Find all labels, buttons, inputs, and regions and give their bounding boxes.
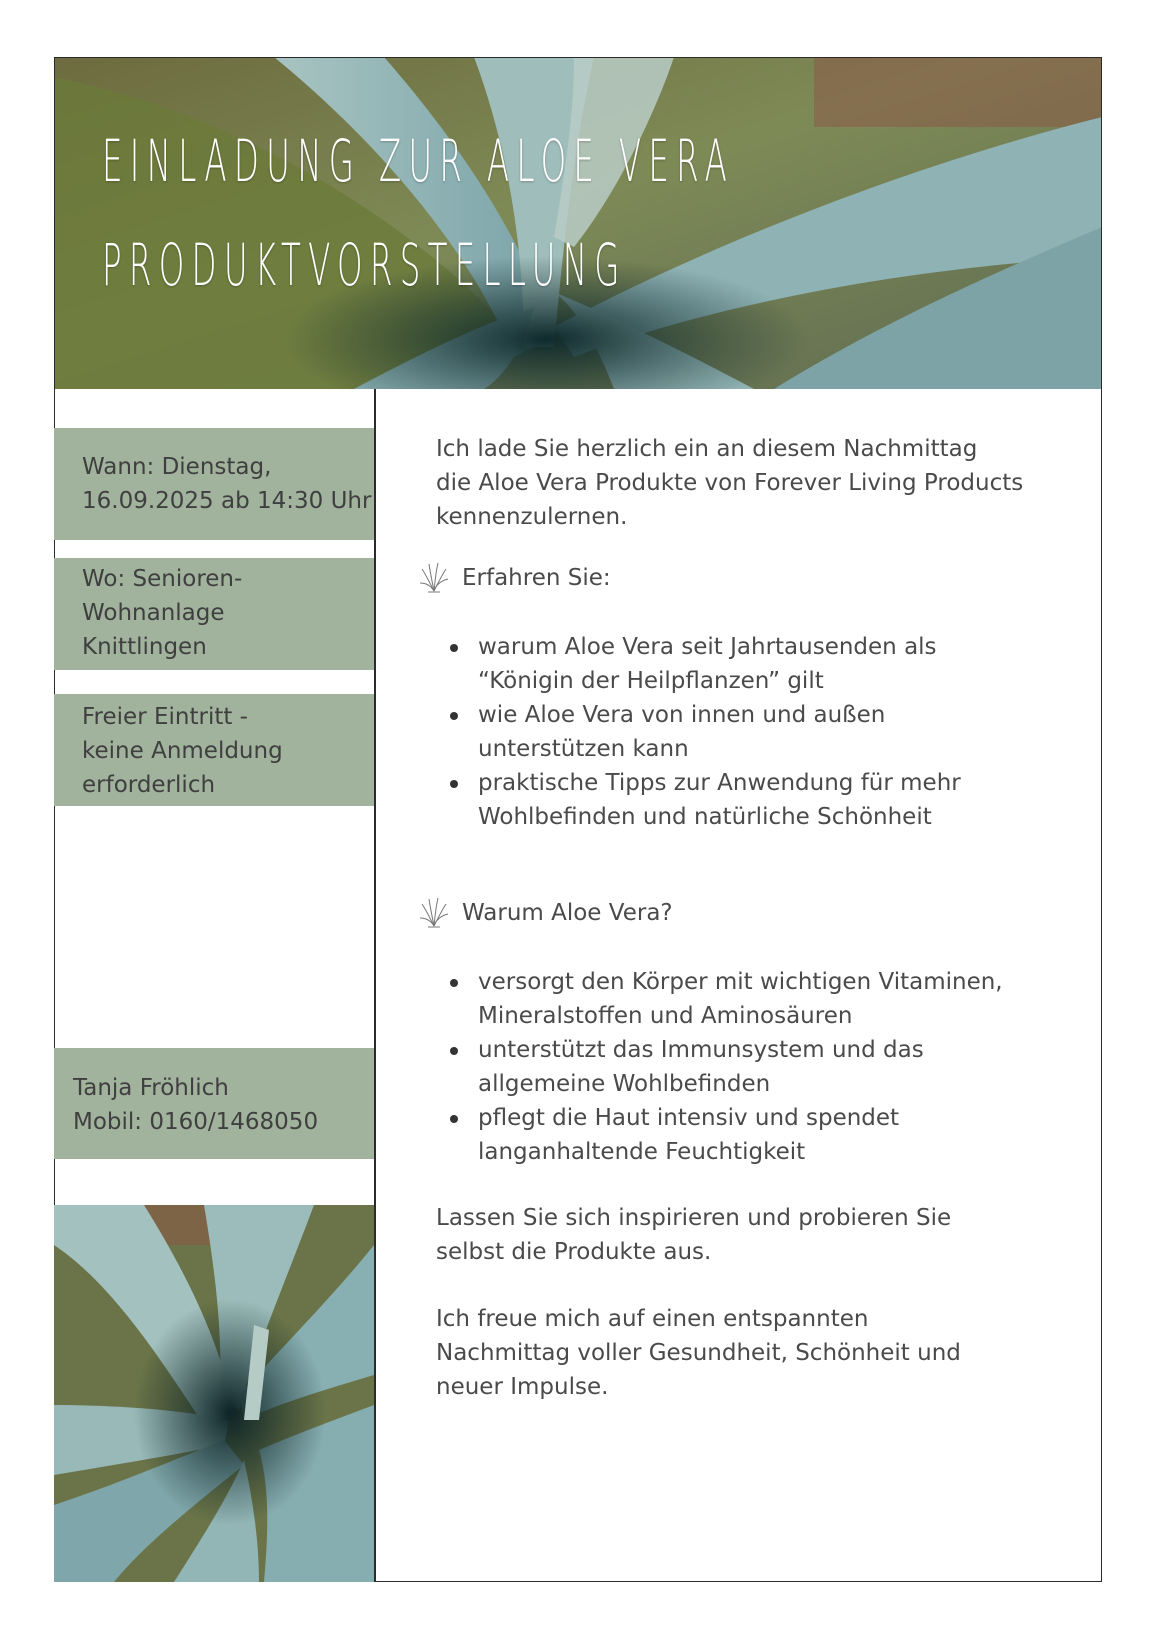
closing1-line-2: selbst die Produkte aus.	[436, 1239, 712, 1265]
list-item-line: unterstützen kann	[478, 736, 689, 762]
list-item	[436, 698, 961, 766]
list-item-line: unterstützt das Immunsystem und das	[478, 1037, 924, 1063]
intro-line-3: kennenzulernen.	[436, 504, 628, 530]
when-line-1: Wann: Dienstag,	[82, 454, 272, 480]
section1-heading	[418, 561, 611, 595]
intro-paragraph	[436, 432, 1023, 534]
closing2-line-1: Ich freue mich auf einen entspannten	[436, 1306, 869, 1332]
event-location-box	[54, 558, 374, 670]
section2-list	[436, 965, 1003, 1169]
entry-line-1: Freier Eintritt -	[82, 704, 248, 730]
title-line-2: PRODUKTVORSTELLUNG	[102, 231, 627, 299]
list-item	[436, 1101, 1003, 1169]
list-item-line: “Königin der Heilpflanzen” gilt	[478, 668, 824, 694]
aloe-sprout-icon	[418, 561, 450, 595]
bullet-dot	[450, 780, 458, 788]
list-item-line: wie Aloe Vera von innen und außen	[478, 702, 886, 728]
title-line-1: EINLADUNG ZUR ALOE VERA	[102, 127, 735, 195]
event-entry-box	[54, 694, 374, 806]
aloe-sprout-icon	[418, 896, 450, 930]
entry-line-3: erforderlich	[82, 772, 216, 798]
where-line-3: Knittlingen	[82, 634, 207, 660]
list-item-line: allgemeine Wohlbefinden	[478, 1071, 771, 1097]
entry-line-2: keine Anmeldung	[82, 738, 283, 764]
list-item-line: versorgt den Körper mit wichtigen Vitaminen,	[478, 969, 1003, 995]
list-item	[436, 965, 1003, 1033]
list-item-line: langanhaltende Feuchtigkeit	[478, 1139, 806, 1165]
list-item-line: pflegt die Haut intensiv und spendet	[478, 1105, 900, 1131]
list-item-line: Wohlbefinden und natürliche Schönheit	[478, 804, 932, 830]
side-aloe-photo	[54, 1205, 374, 1582]
closing2-line-2: Nachmittag voller Gesundheit, Schönheit und	[436, 1340, 961, 1366]
section2-heading	[418, 896, 673, 930]
event-date-box	[54, 428, 374, 540]
bullet-dot	[450, 1115, 458, 1123]
list-item	[436, 1033, 1003, 1101]
section2-heading-text: Warum Aloe Vera?	[462, 900, 673, 926]
bullet-dot	[450, 644, 458, 652]
list-item-line: praktische Tipps zur Anwendung für mehr	[478, 770, 961, 796]
bullet-dot	[450, 979, 458, 987]
section1-heading-text: Erfahren Sie:	[462, 565, 611, 591]
column-divider	[374, 389, 376, 1582]
where-line-1: Wo: Senioren-	[82, 566, 243, 592]
bullet-dot	[450, 1047, 458, 1055]
list-item-line: Mineralstoffen und Aminosäuren	[478, 1003, 853, 1029]
list-item-line: warum Aloe Vera seit Jahrtausenden als	[478, 634, 937, 660]
closing2-line-3: neuer Impulse.	[436, 1374, 609, 1400]
closing1-line-1: Lassen Sie sich inspirieren und probieren Sie	[436, 1205, 952, 1231]
bullet-dot	[450, 712, 458, 720]
contact-name: Tanja Fröhlich	[73, 1075, 229, 1101]
closing-paragraph-2	[436, 1302, 961, 1404]
where-line-2: Wohnanlage	[82, 600, 225, 626]
section1-list	[436, 630, 961, 834]
intro-line-2: die Aloe Vera Produkte von Forever Living Products	[436, 470, 1024, 496]
closing-paragraph-1	[436, 1201, 951, 1269]
contact-box	[54, 1048, 374, 1159]
list-item	[436, 766, 961, 834]
list-item	[436, 630, 961, 698]
intro-line-1: Ich lade Sie herzlich ein an diesem Nachmittag	[436, 436, 978, 462]
contact-phone: Mobil: 0160/1468050	[73, 1109, 319, 1135]
when-line-2: 16.09.2025 ab 14:30 Uhr	[82, 488, 372, 514]
